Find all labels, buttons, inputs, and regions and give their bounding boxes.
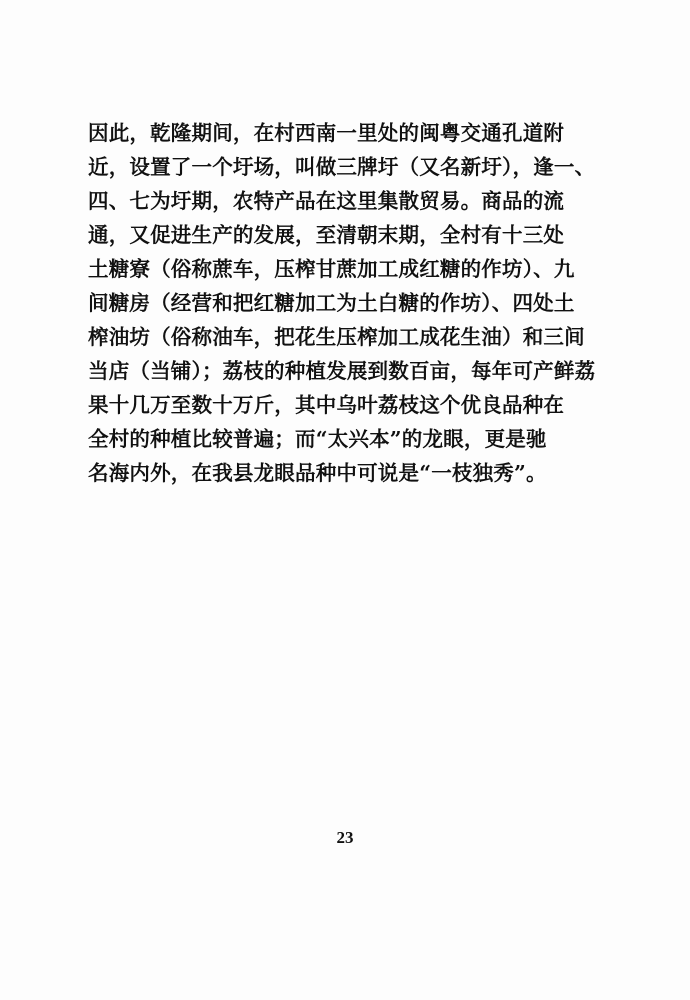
text-line-2: 近，设置了一个圩场，叫做三牌圩（又名新圩），逢一、: [88, 155, 596, 179]
text-line-8: 当店（当铺）；荔枝的种植发展到数百亩，每年可产鲜荔: [88, 359, 596, 383]
text-line-6: 间糖房（经营和把红糖加工为土白糖的作坊）、四处土: [88, 291, 575, 315]
text-line-4: 通，又促进生产的发展，至清朝末期，全村有十三处: [88, 223, 565, 247]
page-number: 23: [336, 828, 354, 847]
text-line-11: 名海内外，在我县龙眼品种中可说是“一枝独秀”。: [88, 461, 547, 485]
text-line-10: 全村的种植比较普遍；而“太兴本”的龙眼，更是驰: [88, 427, 547, 451]
text-line-9: 果十几万至数十万斤，其中乌叶荔枝这个优良品种在: [88, 393, 565, 417]
text-line-7: 榨油坊（俗称油车，把花生压榨加工成花生油）和三间: [88, 325, 585, 349]
text-line-1: 因此，乾隆期间，在村西南一里处的闽粤交通孔道附: [88, 121, 565, 145]
text-line-5: 土糖寮（俗称蔗车，压榨甘蔗加工成红糖的作坊）、九: [88, 257, 575, 281]
body-paragraph: [88, 116, 608, 490]
text-line-3: 四、七为圩期，农特产品在这里集散贸易。商品的流: [88, 189, 565, 213]
